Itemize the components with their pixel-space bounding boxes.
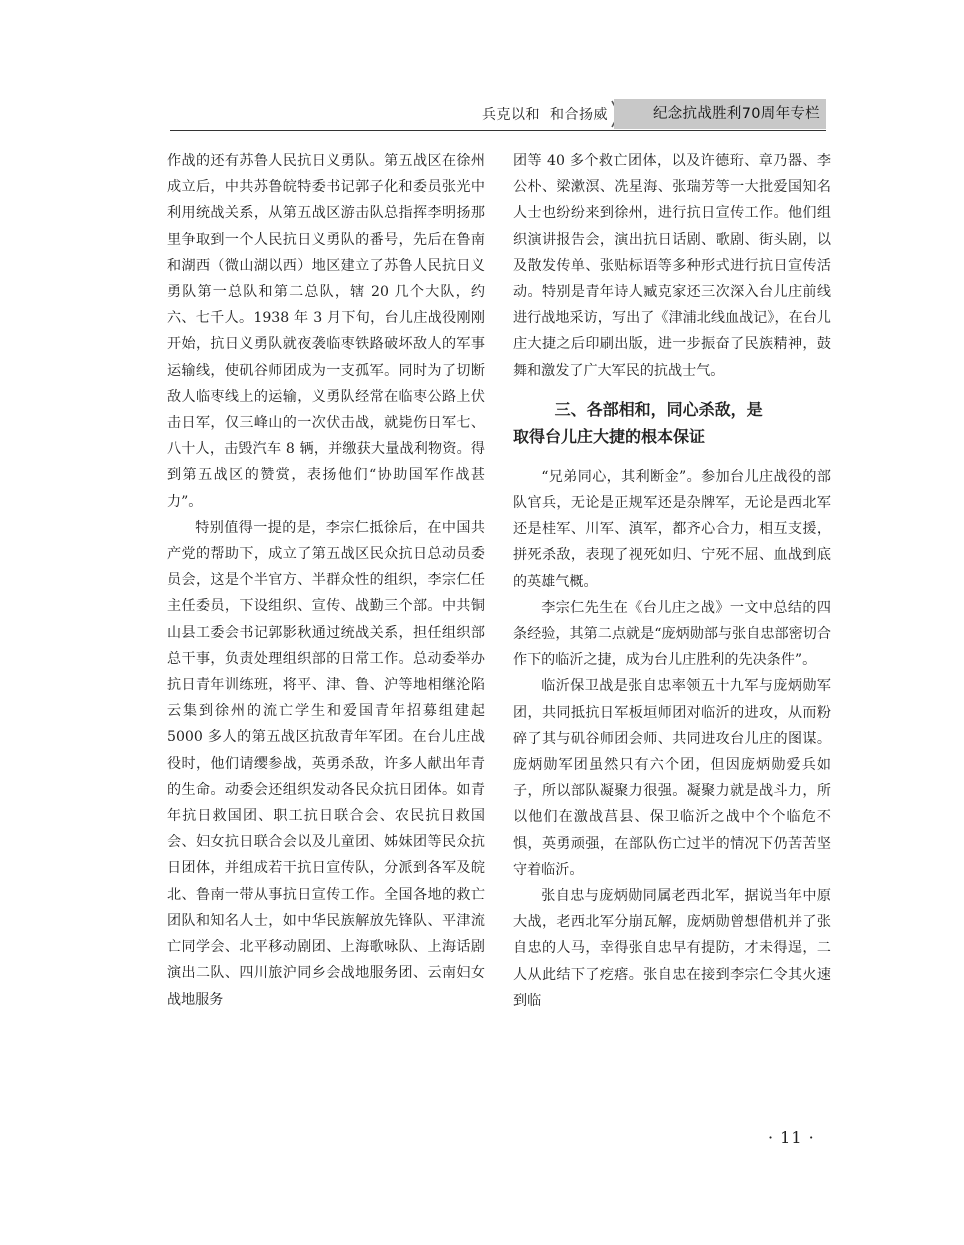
header-motto bbox=[472, 104, 608, 124]
left-paragraph-1: 作战的还有苏鲁人民抗日义勇队。第五战区在徐州成立后，中共苏鲁皖特委书记郭子化和委员张光中利用统战关系，从第五战区游击队总指挥李明扬那里争取到一个人民抗日义勇队的番号，先后在鲁南和湖西（微山湖以西）地区建立了苏鲁人民抗日义勇队第一总队和第二总队，辖 20 几个大队，约六、七千人。1938 年 3 月下旬，台儿庄战役刚刚开始，抗日义勇队就夜袭临枣铁路破坏敌人的军事运输线，使矶谷师团成为一支孤军。同时为了切断敌人临枣线上的运输，义勇队经常在临枣公路上伏击日军，仅三峰山的一次伏击战，就毙伤日军七、八十人，击毁汽车 8 辆，并缴获大量战利物资。得到第五战区的赞赏，表扬他们“协助国军作战甚力”。 bbox=[167, 153, 485, 510]
section-heading-line-2: 取得台儿庄大捷的根本保证 bbox=[513, 426, 706, 446]
section-heading bbox=[513, 396, 831, 450]
header-motto-right: 和合扬威 bbox=[550, 107, 608, 123]
left-paragraph-2: 特别值得一提的是，李宗仁抵徐后，在中国共产党的帮助下，成立了第五战区民众抗日总动员委员会，这是个半官方、半群众性的组织，李宗仁任主任委员，下设组织、宣传、战勤三个部。中共铜山县工委会书记郭影秋通过统战关系，担任组织部总干事，负责处理组织部的日常工作。总动委举办抗日青年训练班，将平、津、鲁、沪等地相继沦陷云集到徐州的流亡学生和爱国青年招募组建起 5000 多人的第五战区抗敌青年军团。在台儿庄战役时，他们请缨参战，英勇杀敌，许多人献出年青的生命。动委会还组织发动各民众抗日团体。如青年抗日救国团、职工抗日联合会、农民抗日救国会、妇女抗日联合会以及儿童团、姊妹团等民众抗日团体，并组成若干抗日宣传队，分派到各军及皖北、鲁南一带从事抗日宣传工作。全国各地的救亡团队和知名人士，如中华民族解放先锋队、平津流亡同学会、北平移动剧团、上海歌咏队、上海话剧演出二队、四川旅沪同乡会战地服务团、云南妇女战地服务 bbox=[167, 519, 485, 1008]
header-motto-left: 兵克以和 bbox=[482, 107, 540, 123]
right-paragraph-2: “兄弟同心，其利断金”。参加台儿庄战役的部队官兵，无论是正规军还是杂牌军，无论是西北军还是桂军、川军、滇军，都齐心合力，相互支援，拼死杀敌，表现了视死如归、宁死不屈、血战到底的英雄气概。 bbox=[513, 468, 831, 590]
header-rule bbox=[170, 130, 826, 132]
right-paragraph-4: 临沂保卫战是张自忠率领五十九军与庞炳勋军团，共同抵抗日军板垣师团对临沂的进攻，从而粉碎了其与矶谷师团会师、共同进攻台儿庄的图谋。庞炳勋军团虽然只有六个团，但因庞炳勋爱兵如子，所以部队凝聚力很强。凝聚力就是战斗力，所以他们在激战莒县、保卫临沂之战中个个临危不惧，英勇顽强，在部队伤亡过半的情况下仍苦苦坚守着临沂。 bbox=[513, 678, 831, 878]
right-paragraph-5: 张自忠与庞炳勋同属老西北军，据说当年中原大战，老西北军分崩瓦解，庞炳勋曾想借机并了张自忠的人马，幸得张自忠早有提防，才未得逞，二人从此结下了疙瘩。张自忠在接到李宗仁令其火速到临 bbox=[513, 888, 831, 1009]
section-heading-line-1: 三、各部相和，同心杀敌，是 bbox=[554, 399, 763, 419]
page-number: · 11 · bbox=[768, 1128, 815, 1147]
left-column bbox=[167, 148, 485, 1013]
right-paragraph-1: 团等 40 多个救亡团体，以及许德珩、章乃器、李公朴、梁漱溟、冼星海、张瑞芳等一大批爱国知名人士也纷纷来到徐州，进行抗日宣传工作。他们组织演讲报告会，演出抗日话剧、歌剧、街头剧，以及散发传单、张贴标语等多种形式进行抗日宣传活动。特别是青年诗人臧克家还三次深入台儿庄前线进行战地采访，写出了《津浦北线血战记》，在台儿庄大捷之后印刷出版，进一步振奋了民族精神，鼓舞和激发了广大军民的抗战士气。 bbox=[513, 153, 831, 379]
column-title-banner: 纪念抗战胜利70周年专栏 bbox=[614, 99, 826, 129]
running-header bbox=[170, 99, 826, 131]
right-column bbox=[513, 148, 831, 1014]
right-paragraph-3: 李宗仁先生在《台儿庄之战》一文中总结的四条经验，其第二点就是“庞炳勋部与张自忠部密切合作下的临沂之捷，成为台儿庄胜利的先决条件”。 bbox=[513, 599, 831, 669]
